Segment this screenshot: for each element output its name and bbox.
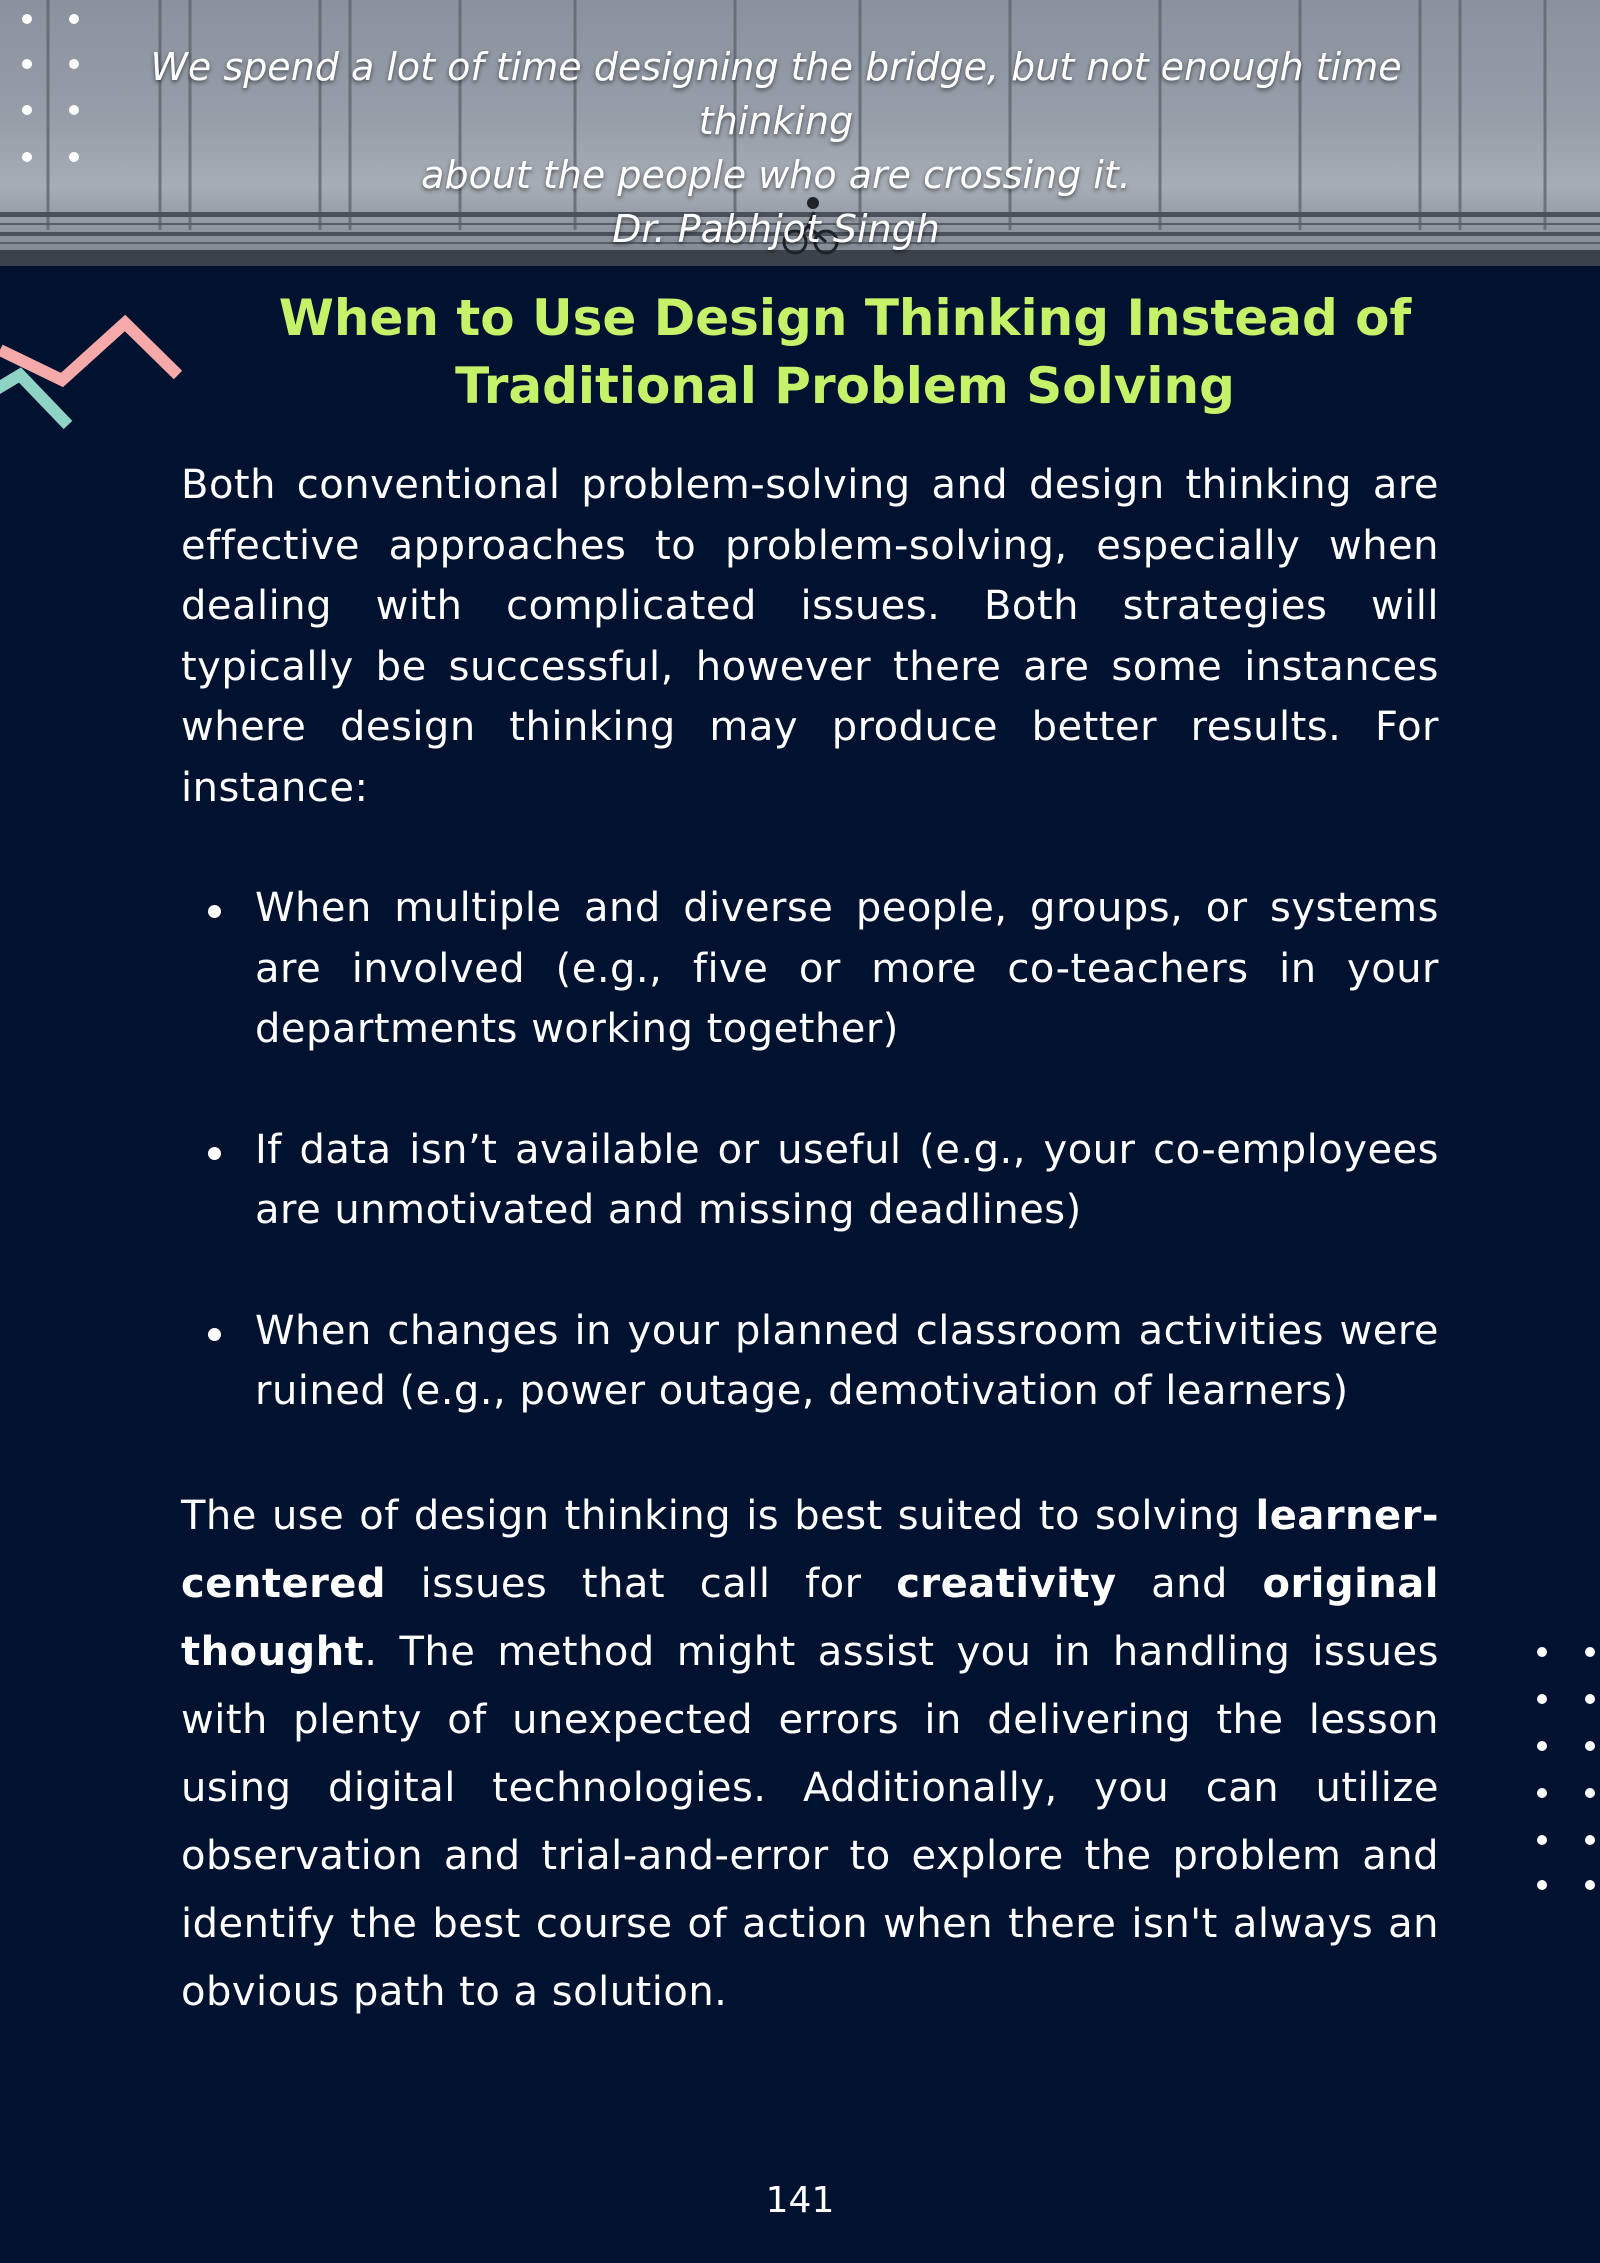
closing-text-1: The use of design thinking is best suited to solving bbox=[181, 1492, 1256, 1539]
intro-paragraph: Both conventional problem-solving and design thinking are effective approaches to problem-solving, especially when dealing with complicated issues. Both strategies will typically be successful, however there are some instances where design thinking may produce better results. For instance: bbox=[181, 462, 1439, 811]
decorative-dots-top bbox=[0, 0, 90, 170]
bullet-text: When changes in your planned classroom activities were ruined (e.g., power outage, demotivation of learners) bbox=[255, 1307, 1439, 1414]
bullet-list bbox=[181, 878, 1439, 1422]
header-quote bbox=[140, 40, 1412, 256]
bullet-dot-icon bbox=[208, 1147, 221, 1160]
title-line-1: When to Use Design Thinking Instead of bbox=[278, 289, 1412, 347]
page-title bbox=[180, 284, 1510, 420]
closing-text-4: . The method might assist you in handling issues with plenty of unexpected errors in delivering the lesson using digital technologies. Additionally, you can utilize observation and trial-and-error to explore the problem and identify the best course of action when there isn't always an obvious path to a solution. bbox=[181, 1628, 1439, 2015]
bullet-dot-icon bbox=[208, 1328, 221, 1341]
zigzag-decoration bbox=[0, 305, 190, 435]
closing-paragraph bbox=[181, 1482, 1439, 2026]
emphasis-learner-centered: learner-centered bbox=[181, 1492, 1439, 1607]
emphasis-original-thought: original thought bbox=[181, 1560, 1439, 1675]
header-photo-banner bbox=[0, 0, 1600, 266]
title-line-2: Traditional Problem Solving bbox=[455, 357, 1235, 415]
main-content bbox=[181, 455, 1439, 2026]
bullet-text: When multiple and diverse people, groups, or systems are involved (e.g., five or more co-teachers in your departments working together) bbox=[255, 885, 1439, 1052]
decorative-dots-side bbox=[1510, 1630, 1600, 1890]
list-item bbox=[181, 878, 1439, 1060]
quote-line-1: We spend a lot of time designing the bridge, but not enough time thinking bbox=[150, 45, 1402, 143]
bullet-dot-icon bbox=[208, 905, 221, 918]
emphasis-creativity: creativity bbox=[896, 1560, 1117, 1607]
list-item bbox=[181, 1301, 1439, 1422]
bullet-text: If data isn’t available or useful (e.g., your co-employees are unmotivated and missing deadlines) bbox=[255, 1126, 1439, 1233]
quote-author: Dr. Pabhjot Singh bbox=[612, 207, 940, 251]
page-number: 141 bbox=[765, 2180, 835, 2221]
list-item bbox=[181, 1120, 1439, 1241]
closing-text-2: issues that call for bbox=[386, 1560, 897, 1607]
quote-line-2: about the people who are crossing it. bbox=[421, 153, 1131, 197]
closing-text-3: and bbox=[1116, 1560, 1263, 1607]
